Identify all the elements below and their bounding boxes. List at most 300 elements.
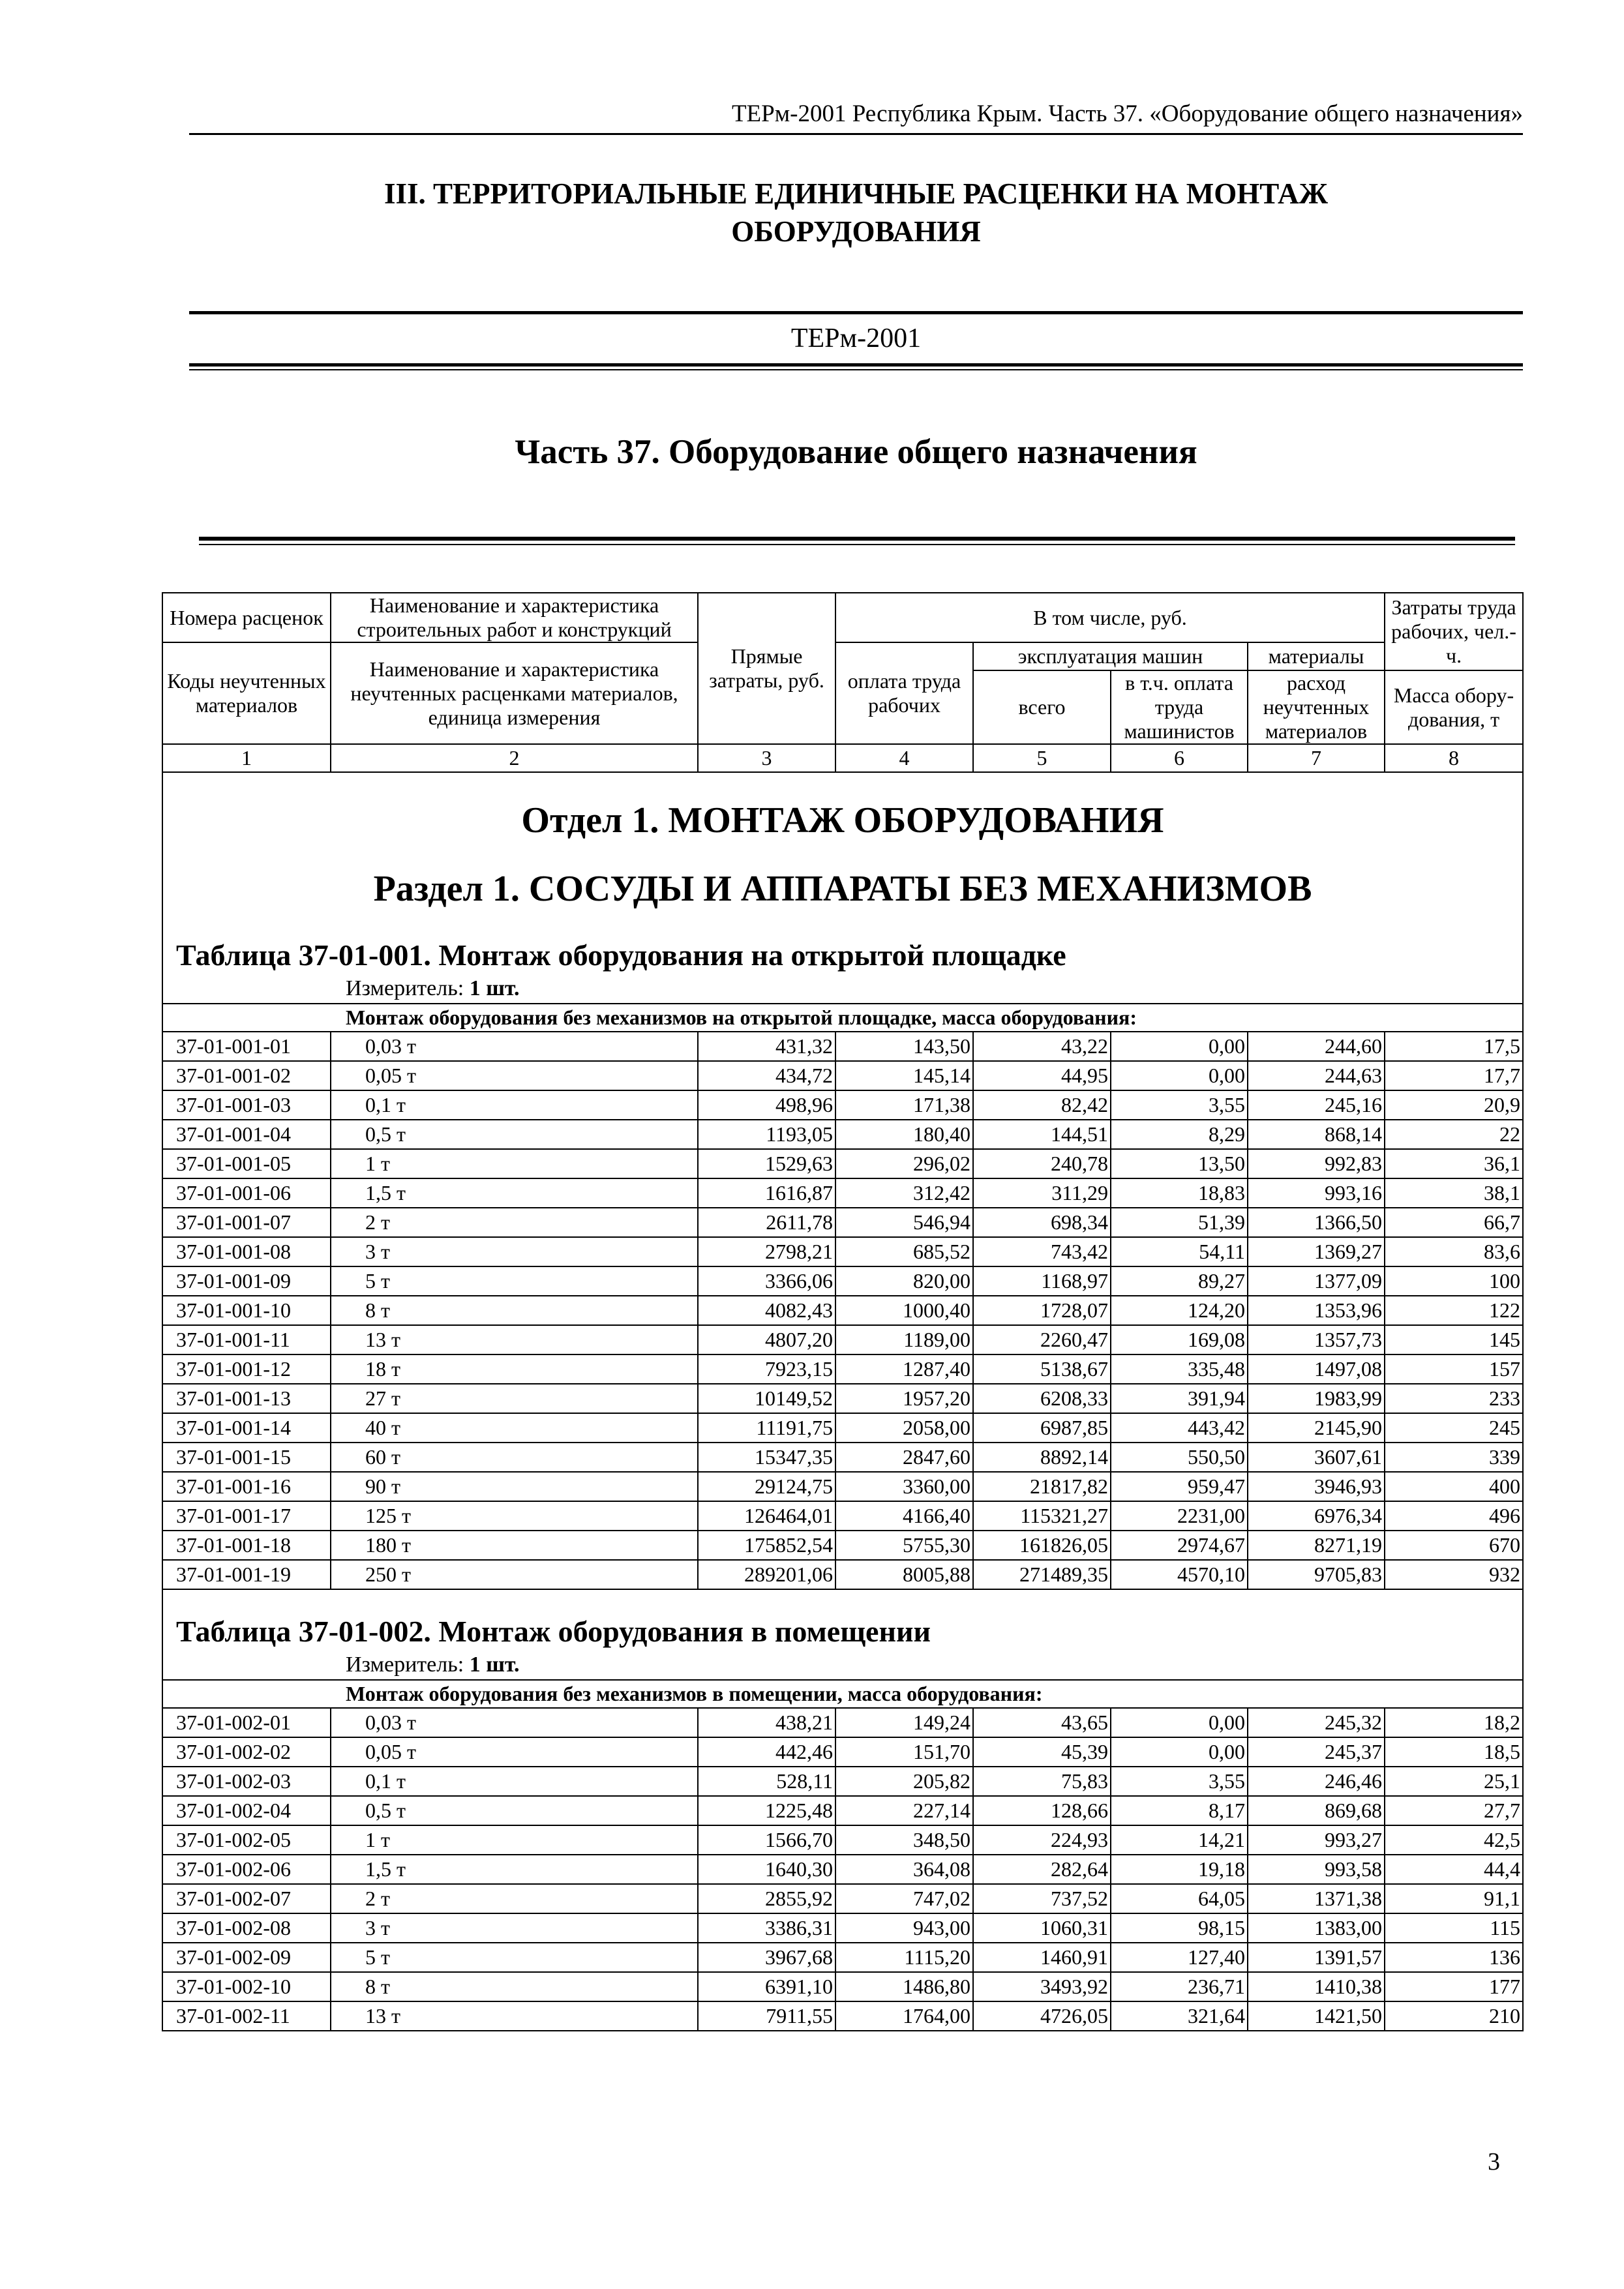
- cell-rate-code: 37-01-001-10: [162, 1296, 331, 1325]
- cell-labor-costs: 17,5: [1385, 1032, 1523, 1061]
- cell-direct-costs: 175852,54: [698, 1531, 835, 1560]
- cell-material-usage: 1353,96: [1248, 1296, 1385, 1325]
- cell-direct-costs: 2855,92: [698, 1884, 835, 1913]
- cell-direct-costs: 498,96: [698, 1090, 835, 1120]
- cell-material-usage: 245,37: [1248, 1737, 1385, 1767]
- part-rule-thin: [199, 544, 1515, 545]
- table-row: [162, 1354, 1523, 1384]
- cell-rate-code: 37-01-001-01: [162, 1032, 331, 1061]
- table-row: [162, 1032, 1523, 1061]
- cell-machinists-pay: 51,39: [1111, 1208, 1248, 1237]
- cell-material-usage: 245,32: [1248, 1708, 1385, 1737]
- main-heading: [189, 175, 1523, 250]
- cell-direct-costs: 29124,75: [698, 1472, 835, 1501]
- cell-rate-code: 37-01-001-07: [162, 1208, 331, 1237]
- header-equipment-mass: Масса обору-дования, т: [1385, 670, 1523, 744]
- term-label: ТЕРм-2001: [790, 323, 922, 353]
- table-row: [162, 1266, 1523, 1296]
- part-title: Часть 37. Оборудование общего назначения: [515, 433, 1197, 471]
- cell-rate-code: 37-01-001-17: [162, 1501, 331, 1531]
- cell-rate-code: 37-01-001-15: [162, 1443, 331, 1472]
- table-row: [162, 1149, 1523, 1178]
- cell-machinists-pay: 3,55: [1111, 1767, 1248, 1796]
- cell-machines-total: 3493,92: [973, 1972, 1111, 2001]
- cell-machines-total: 271489,35: [973, 1560, 1111, 1589]
- table-row: [162, 1560, 1523, 1589]
- cell-work-name: 5 т: [331, 1943, 698, 1972]
- column-number: 8: [1385, 744, 1523, 772]
- cell-labor-costs: 25,1: [1385, 1767, 1523, 1796]
- cell-work-name: 2 т: [331, 1884, 698, 1913]
- cell-machines-total: 128,66: [973, 1796, 1111, 1825]
- cell-work-name: 90 т: [331, 1472, 698, 1501]
- cell-machinists-pay: 169,08: [1111, 1325, 1248, 1354]
- cell-machinists-pay: 959,47: [1111, 1472, 1248, 1501]
- cell-labor-costs: 44,4: [1385, 1855, 1523, 1884]
- header-including: В том числе, руб.: [835, 593, 1385, 642]
- column-number: 5: [973, 744, 1111, 772]
- cell-labor-costs: 18,2: [1385, 1708, 1523, 1737]
- cell-labor-costs: 115: [1385, 1913, 1523, 1943]
- cell-workers-pay: 171,38: [835, 1090, 973, 1120]
- header-materials: материалы: [1248, 642, 1385, 670]
- rates-table: [162, 592, 1524, 2031]
- cell-work-name: 2 т: [331, 1208, 698, 1237]
- cell-machines-total: 8892,14: [973, 1443, 1111, 1472]
- cell-work-name: 3 т: [331, 1237, 698, 1266]
- cell-material-usage: 992,83: [1248, 1149, 1385, 1178]
- cell-workers-pay: 4166,40: [835, 1501, 973, 1531]
- cell-machinists-pay: 3,55: [1111, 1090, 1248, 1120]
- cell-labor-costs: 245: [1385, 1413, 1523, 1443]
- cell-material-usage: 2145,90: [1248, 1413, 1385, 1443]
- cell-workers-pay: 364,08: [835, 1855, 973, 1884]
- part-rule-thick: [199, 537, 1515, 541]
- cell-material-usage: 244,60: [1248, 1032, 1385, 1061]
- cell-machinists-pay: 0,00: [1111, 1737, 1248, 1767]
- cell-workers-pay: 296,02: [835, 1149, 973, 1178]
- cell-workers-pay: 312,42: [835, 1178, 973, 1208]
- cell-material-usage: 1410,38: [1248, 1972, 1385, 2001]
- cell-material-usage: 1357,73: [1248, 1325, 1385, 1354]
- cell-workers-pay: 8005,88: [835, 1560, 973, 1589]
- cell-rate-code: 37-01-001-06: [162, 1178, 331, 1208]
- cell-work-name: 8 т: [331, 1972, 698, 2001]
- cell-material-usage: 869,68: [1248, 1796, 1385, 1825]
- cell-machines-total: 282,64: [973, 1855, 1111, 1884]
- cell-rate-code: 37-01-002-05: [162, 1825, 331, 1855]
- cell-machinists-pay: 98,15: [1111, 1913, 1248, 1943]
- cell-labor-costs: 17,7: [1385, 1061, 1523, 1090]
- cell-machinists-pay: 54,11: [1111, 1237, 1248, 1266]
- cell-rate-code: 37-01-001-04: [162, 1120, 331, 1149]
- cell-direct-costs: 4807,20: [698, 1325, 835, 1354]
- cell-machines-total: 1168,97: [973, 1266, 1111, 1296]
- cell-direct-costs: 7911,55: [698, 2001, 835, 2031]
- cell-rate-code: 37-01-002-08: [162, 1913, 331, 1943]
- section-title: Раздел 1. СОСУДЫ И АППАРАТЫ БЕЗ МЕХАНИЗМОВ: [373, 869, 1312, 909]
- cell-rate-code: 37-01-002-04: [162, 1796, 331, 1825]
- page-number: 3: [1488, 2148, 1500, 2176]
- cell-labor-costs: 38,1: [1385, 1178, 1523, 1208]
- cell-labor-costs: 496: [1385, 1501, 1523, 1531]
- cell-machines-total: 161826,05: [973, 1531, 1111, 1560]
- cell-machinists-pay: 2974,67: [1111, 1531, 1248, 1560]
- cell-workers-pay: 1000,40: [835, 1296, 973, 1325]
- cell-machines-total: 4726,05: [973, 2001, 1111, 2031]
- column-number: 2: [331, 744, 698, 772]
- cell-workers-pay: 149,24: [835, 1708, 973, 1737]
- cell-machines-total: 6987,85: [973, 1413, 1111, 1443]
- table-subheading: Монтаж оборудования без механизмов в помещении, масса оборудования:: [162, 1680, 1523, 1708]
- table-title-banner: [162, 915, 1523, 974]
- column-number: 6: [1111, 744, 1248, 772]
- cell-material-usage: 1377,09: [1248, 1266, 1385, 1296]
- table-row: [162, 1708, 1523, 1737]
- cell-workers-pay: 151,70: [835, 1737, 973, 1767]
- cell-rate-code: 37-01-002-09: [162, 1943, 331, 1972]
- table-row: [162, 1296, 1523, 1325]
- cell-work-name: 13 т: [331, 2001, 698, 2031]
- cell-work-name: 0,03 т: [331, 1032, 698, 1061]
- cell-labor-costs: 22: [1385, 1120, 1523, 1149]
- cell-machines-total: 5138,67: [973, 1354, 1111, 1384]
- cell-workers-pay: 143,50: [835, 1032, 973, 1061]
- cell-workers-pay: 820,00: [835, 1266, 973, 1296]
- cell-machinists-pay: 0,00: [1111, 1708, 1248, 1737]
- cell-rate-code: 37-01-002-02: [162, 1737, 331, 1767]
- cell-machinists-pay: 18,83: [1111, 1178, 1248, 1208]
- cell-workers-pay: 1287,40: [835, 1354, 973, 1384]
- column-number: 4: [835, 744, 973, 772]
- cell-work-name: 0,5 т: [331, 1796, 698, 1825]
- cell-machinists-pay: 8,17: [1111, 1796, 1248, 1825]
- cell-machines-total: 2260,47: [973, 1325, 1111, 1354]
- cell-machinists-pay: 14,21: [1111, 1825, 1248, 1855]
- cell-machinists-pay: 64,05: [1111, 1884, 1248, 1913]
- cell-direct-costs: 126464,01: [698, 1501, 835, 1531]
- cell-material-usage: 1391,57: [1248, 1943, 1385, 1972]
- cell-work-name: 1 т: [331, 1149, 698, 1178]
- cell-material-usage: 8271,19: [1248, 1531, 1385, 1560]
- cell-work-name: 8 т: [331, 1296, 698, 1325]
- cell-direct-costs: 4082,43: [698, 1296, 835, 1325]
- table-row: [162, 1913, 1523, 1943]
- cell-work-name: 13 т: [331, 1325, 698, 1354]
- cell-material-usage: 1366,50: [1248, 1208, 1385, 1237]
- cell-material-usage: 3607,61: [1248, 1443, 1385, 1472]
- table-row: [162, 1943, 1523, 1972]
- cell-machinists-pay: 2231,00: [1111, 1501, 1248, 1531]
- cell-machinists-pay: 0,00: [1111, 1061, 1248, 1090]
- cell-direct-costs: 6391,10: [698, 1972, 835, 2001]
- table-row: [162, 1208, 1523, 1237]
- table-row: [162, 1325, 1523, 1354]
- cell-work-name: 250 т: [331, 1560, 698, 1589]
- unit-line: [163, 975, 1522, 1002]
- table-row: [162, 1767, 1523, 1796]
- cell-workers-pay: 180,40: [835, 1120, 973, 1149]
- cell-work-name: 0,1 т: [331, 1767, 698, 1796]
- cell-direct-costs: 3386,31: [698, 1913, 835, 1943]
- cell-workers-pay: 1189,00: [835, 1325, 973, 1354]
- cell-machinists-pay: 124,20: [1111, 1296, 1248, 1325]
- cell-labor-costs: 145: [1385, 1325, 1523, 1354]
- cell-machinists-pay: 13,50: [1111, 1149, 1248, 1178]
- cell-work-name: 3 т: [331, 1913, 698, 1943]
- cell-work-name: 0,1 т: [331, 1090, 698, 1120]
- cell-rate-code: 37-01-002-06: [162, 1855, 331, 1884]
- cell-rate-code: 37-01-002-10: [162, 1972, 331, 2001]
- header-work-name: Наименование и характеристика строительных работ и конструкций: [331, 593, 698, 642]
- table-row: [162, 1737, 1523, 1767]
- cell-workers-pay: 227,14: [835, 1796, 973, 1825]
- cell-workers-pay: 2847,60: [835, 1443, 973, 1472]
- cell-direct-costs: 1193,05: [698, 1120, 835, 1149]
- cell-work-name: 1 т: [331, 1825, 698, 1855]
- table-row: [162, 1884, 1523, 1913]
- cell-direct-costs: 1640,30: [698, 1855, 835, 1884]
- cell-direct-costs: 1529,63: [698, 1149, 835, 1178]
- cell-rate-code: 37-01-001-12: [162, 1354, 331, 1384]
- unit-line: [163, 1651, 1522, 1679]
- cell-material-usage: 993,27: [1248, 1825, 1385, 1855]
- cell-rate-code: 37-01-001-19: [162, 1560, 331, 1589]
- cell-labor-costs: 122: [1385, 1296, 1523, 1325]
- table-row: [162, 1384, 1523, 1413]
- cell-direct-costs: 1225,48: [698, 1796, 835, 1825]
- cell-rate-code: 37-01-001-11: [162, 1325, 331, 1354]
- column-number: 3: [698, 744, 835, 772]
- cell-machinists-pay: 391,94: [1111, 1384, 1248, 1413]
- cell-material-usage: 9705,83: [1248, 1560, 1385, 1589]
- cell-rate-code: 37-01-002-11: [162, 2001, 331, 2031]
- header-material-usage: расход неучтенных материалов: [1248, 670, 1385, 744]
- main-heading-line-1: III. ТЕРРИТОРИАЛЬНЫЕ ЕДИНИЧНЫЕ РАСЦЕНКИ НА МОНТАЖ: [383, 177, 1329, 210]
- cell-rate-code: 37-01-001-02: [162, 1061, 331, 1090]
- cell-workers-pay: 747,02: [835, 1884, 973, 1913]
- cell-labor-costs: 932: [1385, 1560, 1523, 1589]
- cell-machines-total: 45,39: [973, 1737, 1111, 1767]
- cell-direct-costs: 1616,87: [698, 1178, 835, 1208]
- table-row: [162, 1090, 1523, 1120]
- cell-labor-costs: 20,9: [1385, 1090, 1523, 1120]
- table-row: [162, 1796, 1523, 1825]
- cell-direct-costs: 2798,21: [698, 1237, 835, 1266]
- cell-workers-pay: 943,00: [835, 1913, 973, 1943]
- cell-machinists-pay: 0,00: [1111, 1032, 1248, 1061]
- cell-machinists-pay: 19,18: [1111, 1855, 1248, 1884]
- unit-label: Измеритель:: [346, 1652, 470, 1677]
- cell-material-usage: 1421,50: [1248, 2001, 1385, 2031]
- table-subheading: Монтаж оборудования без механизмов на открытой площадке, масса оборудования:: [162, 1004, 1523, 1032]
- cell-direct-costs: 2611,78: [698, 1208, 835, 1237]
- table-row: [162, 1443, 1523, 1472]
- cell-workers-pay: 1764,00: [835, 2001, 973, 2031]
- table-row: [162, 2001, 1523, 2031]
- cell-material-usage: 1369,27: [1248, 1237, 1385, 1266]
- table-title-banner: [162, 1589, 1523, 1650]
- cell-material-usage: 1383,00: [1248, 1913, 1385, 1943]
- table-row: [162, 1531, 1523, 1560]
- cell-work-name: 0,05 т: [331, 1061, 698, 1090]
- cell-labor-costs: 36,1: [1385, 1149, 1523, 1178]
- cell-labor-costs: 400: [1385, 1472, 1523, 1501]
- cell-machines-total: 743,42: [973, 1237, 1111, 1266]
- cell-machinists-pay: 321,64: [1111, 2001, 1248, 2031]
- cell-material-usage: 244,63: [1248, 1061, 1385, 1090]
- header-machinists-pay: в т.ч. оплата труда машинистов: [1111, 670, 1248, 744]
- cell-material-usage: 993,58: [1248, 1855, 1385, 1884]
- cell-machinists-pay: 4570,10: [1111, 1560, 1248, 1589]
- cell-rate-code: 37-01-001-16: [162, 1472, 331, 1501]
- cell-work-name: 60 т: [331, 1443, 698, 1472]
- header-labor-costs: Затраты труда рабочих, чел.-ч.: [1385, 593, 1523, 670]
- cell-material-usage: 993,16: [1248, 1178, 1385, 1208]
- department-title: Отдел 1. МОНТАЖ ОБОРУДОВАНИЯ: [521, 800, 1164, 841]
- cell-direct-costs: 7923,15: [698, 1354, 835, 1384]
- cell-material-usage: 868,14: [1248, 1120, 1385, 1149]
- table-row: [162, 1120, 1523, 1149]
- table-row: [162, 1061, 1523, 1090]
- cell-labor-costs: 233: [1385, 1384, 1523, 1413]
- cell-direct-costs: 3967,68: [698, 1943, 835, 1972]
- cell-rate-code: 37-01-001-08: [162, 1237, 331, 1266]
- cell-machinists-pay: 236,71: [1111, 1972, 1248, 2001]
- cell-workers-pay: 3360,00: [835, 1472, 973, 1501]
- cell-direct-costs: 10149,52: [698, 1384, 835, 1413]
- cell-workers-pay: 5755,30: [835, 1531, 973, 1560]
- cell-material-usage: 1497,08: [1248, 1354, 1385, 1384]
- cell-rate-code: 37-01-001-03: [162, 1090, 331, 1120]
- header-direct-costs: Прямые затраты, руб.: [698, 593, 835, 744]
- rule-bottom-thin: [189, 369, 1523, 370]
- header-rule: [189, 133, 1523, 135]
- cell-rate-code: 37-01-001-14: [162, 1413, 331, 1443]
- cell-material-usage: 245,16: [1248, 1090, 1385, 1120]
- cell-rate-code: 37-01-001-18: [162, 1531, 331, 1560]
- cell-work-name: 125 т: [331, 1501, 698, 1531]
- table-row: [162, 1972, 1523, 2001]
- cell-work-name: 1,5 т: [331, 1855, 698, 1884]
- table-row: [162, 1855, 1523, 1884]
- cell-work-name: 0,5 т: [331, 1120, 698, 1149]
- department-banner: [162, 772, 1523, 843]
- table-row: [162, 1237, 1523, 1266]
- cell-machines-total: 75,83: [973, 1767, 1111, 1796]
- cell-workers-pay: 348,50: [835, 1825, 973, 1855]
- cell-machines-total: 44,95: [973, 1061, 1111, 1090]
- table-row: [162, 1472, 1523, 1501]
- cell-rate-code: 37-01-002-01: [162, 1708, 331, 1737]
- cell-material-usage: 3946,93: [1248, 1472, 1385, 1501]
- cell-material-usage: 246,46: [1248, 1767, 1385, 1796]
- cell-material-usage: 6976,34: [1248, 1501, 1385, 1531]
- cell-workers-pay: 546,94: [835, 1208, 973, 1237]
- cell-direct-costs: 3366,06: [698, 1266, 835, 1296]
- rule-bottom-thick: [189, 363, 1523, 367]
- header-rate-numbers: Номера расценок: [162, 593, 331, 642]
- cell-machines-total: 311,29: [973, 1178, 1111, 1208]
- cell-workers-pay: 1957,20: [835, 1384, 973, 1413]
- column-number: 1: [162, 744, 331, 772]
- cell-machines-total: 698,34: [973, 1208, 1111, 1237]
- cell-workers-pay: 1115,20: [835, 1943, 973, 1972]
- header-machines-total: всего: [973, 670, 1111, 744]
- cell-direct-costs: 431,32: [698, 1032, 835, 1061]
- cell-labor-costs: 91,1: [1385, 1884, 1523, 1913]
- column-number: 7: [1248, 744, 1385, 772]
- cell-material-usage: 1371,38: [1248, 1884, 1385, 1913]
- cell-machines-total: 43,65: [973, 1708, 1111, 1737]
- cell-labor-costs: 210: [1385, 2001, 1523, 2031]
- cell-rate-code: 37-01-001-09: [162, 1266, 331, 1296]
- table-title: Таблица 37-01-001. Монтаж оборудования на открытой площадке: [176, 938, 1066, 972]
- cell-machines-total: 6208,33: [973, 1384, 1111, 1413]
- cell-labor-costs: 136: [1385, 1943, 1523, 1972]
- cell-machines-total: 1728,07: [973, 1296, 1111, 1325]
- unit-banner: [162, 1650, 1523, 1680]
- cell-labor-costs: 42,5: [1385, 1825, 1523, 1855]
- table-row: [162, 1413, 1523, 1443]
- cell-machinists-pay: 127,40: [1111, 1943, 1248, 1972]
- cell-work-name: 18 т: [331, 1354, 698, 1384]
- cell-machines-total: 43,22: [973, 1032, 1111, 1061]
- table-title: Таблица 37-01-002. Монтаж оборудования в помещении: [176, 1615, 931, 1648]
- unit-value: 1 шт.: [469, 1652, 520, 1677]
- cell-direct-costs: 528,11: [698, 1767, 835, 1796]
- cell-workers-pay: 205,82: [835, 1767, 973, 1796]
- cell-labor-costs: 18,5: [1385, 1737, 1523, 1767]
- cell-labor-costs: 670: [1385, 1531, 1523, 1560]
- cell-direct-costs: 289201,06: [698, 1560, 835, 1589]
- cell-machinists-pay: 443,42: [1111, 1413, 1248, 1443]
- header-material-name: Наименование и характеристика неучтенных расценками материалов, единица измерения: [331, 642, 698, 744]
- cell-labor-costs: 100: [1385, 1266, 1523, 1296]
- cell-machinists-pay: 8,29: [1111, 1120, 1248, 1149]
- cell-machinists-pay: 550,50: [1111, 1443, 1248, 1472]
- header-machine-operation: эксплуатация машин: [973, 642, 1248, 670]
- cell-rate-code: 37-01-002-07: [162, 1884, 331, 1913]
- cell-work-name: 5 т: [331, 1266, 698, 1296]
- cell-machines-total: 21817,82: [973, 1472, 1111, 1501]
- table-row: [162, 1178, 1523, 1208]
- cell-machines-total: 115321,27: [973, 1501, 1111, 1531]
- cell-machines-total: 240,78: [973, 1149, 1111, 1178]
- rule-top: [189, 311, 1523, 314]
- cell-work-name: 0,05 т: [331, 1737, 698, 1767]
- cell-machines-total: 224,93: [973, 1825, 1111, 1855]
- cell-direct-costs: 15347,35: [698, 1443, 835, 1472]
- cell-work-name: 0,03 т: [331, 1708, 698, 1737]
- cell-machines-total: 144,51: [973, 1120, 1111, 1149]
- running-header: ТЕРм-2001 Республика Крым. Часть 37. «Оборудование общего назначения»: [731, 100, 1523, 127]
- cell-work-name: 40 т: [331, 1413, 698, 1443]
- cell-workers-pay: 2058,00: [835, 1413, 973, 1443]
- cell-labor-costs: 83,6: [1385, 1237, 1523, 1266]
- cell-labor-costs: 339: [1385, 1443, 1523, 1472]
- cell-labor-costs: 177: [1385, 1972, 1523, 2001]
- cell-workers-pay: 685,52: [835, 1237, 973, 1266]
- cell-machines-total: 737,52: [973, 1884, 1111, 1913]
- cell-workers-pay: 145,14: [835, 1061, 973, 1090]
- unit-label: Измеритель:: [346, 976, 470, 1000]
- cell-direct-costs: 1566,70: [698, 1825, 835, 1855]
- cell-labor-costs: 27,7: [1385, 1796, 1523, 1825]
- unit-banner: [162, 974, 1523, 1004]
- header-material-codes: Коды неучтенных материалов: [162, 642, 331, 744]
- cell-labor-costs: 66,7: [1385, 1208, 1523, 1237]
